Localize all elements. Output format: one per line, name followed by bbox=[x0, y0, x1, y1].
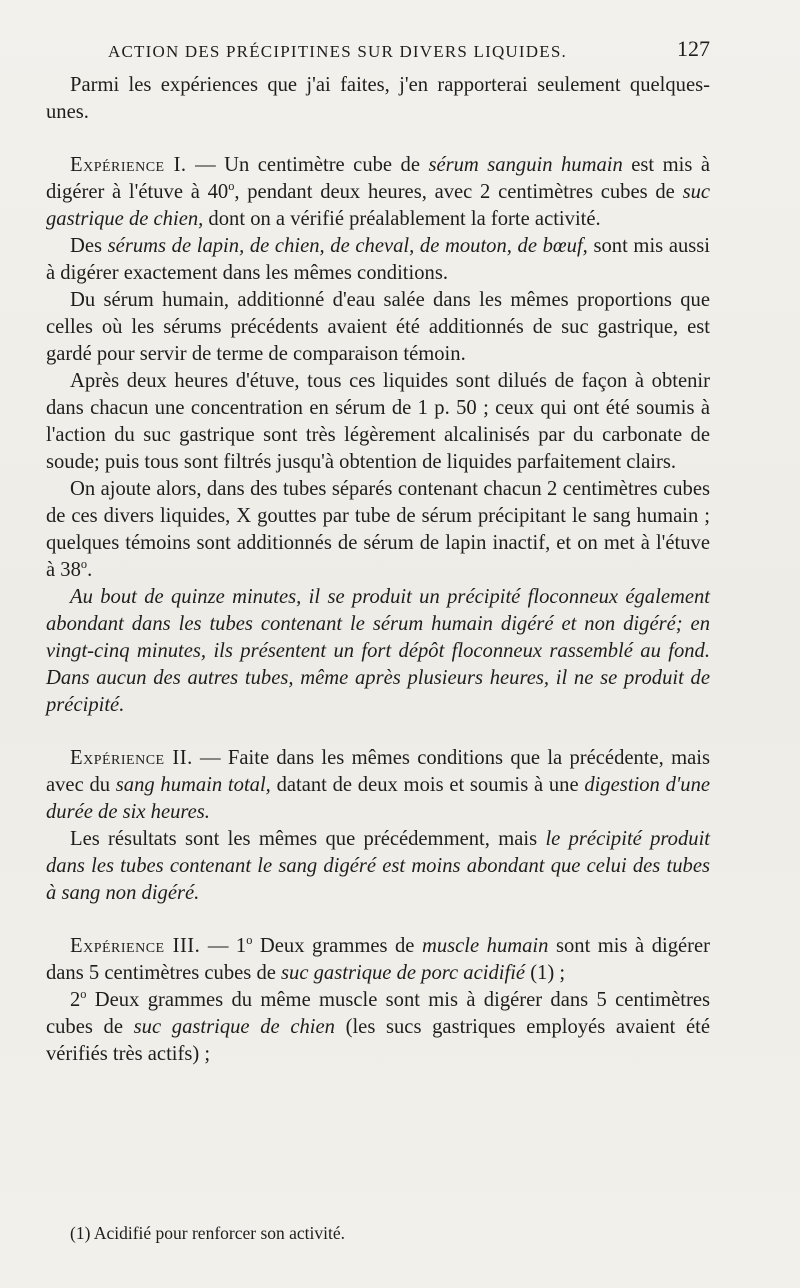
exp1-paragraph-4: Après deux heures d'étuve, tous ces liquides sont dilués de façon à obtenir dans chacun une concentration en sérum de 1 p. 50 ; ceux qui ont été soumis à l'action du suc gastrique sont très légèrement alcalinisés par du carbonate de soude; puis tous sont filtrés jusqu'à obtention de liquides parfaitement clairs. bbox=[46, 370, 710, 473]
exp1-heading: Expérience I. bbox=[70, 154, 187, 176]
footnote: (1) Acidifié pour renforcer son activité. bbox=[70, 1223, 346, 1243]
exp3-paragraph-2: 2$^o$ Deux grammes du même muscle sont mis à digérer dans 5 centimètres cubes de suc gastrique de chien (les sucs gastriques employés avaient été vérifiés très actifs) ; bbox=[46, 987, 711, 1065]
intro-paragraph: Parmi les expériences que j'ai faites, j'en rapporterai seulement quelques-unes. bbox=[46, 74, 710, 123]
exp3-paragraph-1: Expérience III. — 1$^o$ Deux grammes de muscle humain sont mis à digérer dans 5 centimètres cubes de suc gastrique de porc acidifié (1) ; bbox=[46, 933, 711, 984]
exp1-paragraph-1: Expérience I. — Un centimètre cube de sérum sanguin humain est mis à digérer à l'étuve à 40$^o$, pendant deux heures, avec 2 centimètres cubes de suc gastrique de chien, dont on a vérifié préalablement la forte activité. bbox=[46, 154, 711, 230]
exp2-paragraph-2: Les résultats sont les mêmes que précédemment, mais le précipité produit dans les tubes contenant le sang digéré est moins abondant que celui des tubes à sang non digéré. bbox=[46, 828, 711, 904]
exp2-heading: Expérience II. bbox=[70, 747, 193, 769]
exp3-heading: Expérience III. bbox=[70, 935, 201, 957]
exp1-paragraph-3: Du sérum humain, additionné d'eau salée dans les mêmes proportions que celles où les sérums précédents avaient été additionnés de suc gastrique, est gardé pour servir de terme de comparaison témoin. bbox=[46, 289, 710, 365]
exp1-paragraph-6: Au bout de quinze minutes, il se produit un précipité floconneux également abondant dans les tubes contenant le sérum humain digéré et non digéré; en vingt-cinq minutes, ils présentent un fort dépôt floconneux rassemblé au fond. Dans aucun des autres tubes, même après plusieurs heures, il ne se produit de précipité. bbox=[46, 586, 710, 716]
footnote-ref: (1) ; bbox=[525, 962, 566, 984]
exp1-paragraph-5: On ajoute alors, dans des tubes séparés contenant chacun 2 centimètres cubes de ces divers liquides, X gouttes par tube de sérum précipitant le sang humain ; quelques témoins sont additionnés de sérum de lapin inactif, et on met à l'étuve à 38$^o$. bbox=[46, 478, 710, 581]
running-header bbox=[108, 36, 710, 66]
exp2-paragraph-1: Expérience II. — Faite dans les mêmes conditions que la précédente, mais avec du sang humain total, datant de deux mois et soumis à une digestion d'une durée de six heures. bbox=[46, 747, 711, 823]
running-title: ACTION DES PRÉCIPITINES SUR DIVERS LIQUIDES. bbox=[108, 42, 567, 61]
page-number: 127 bbox=[677, 36, 710, 61]
exp1-paragraph-2: Des sérums de lapin, de chien, de cheval, de mouton, de bœuf, sont mis aussi à digérer exactement dans les mêmes conditions. bbox=[46, 235, 711, 284]
page-body bbox=[46, 72, 710, 1068]
